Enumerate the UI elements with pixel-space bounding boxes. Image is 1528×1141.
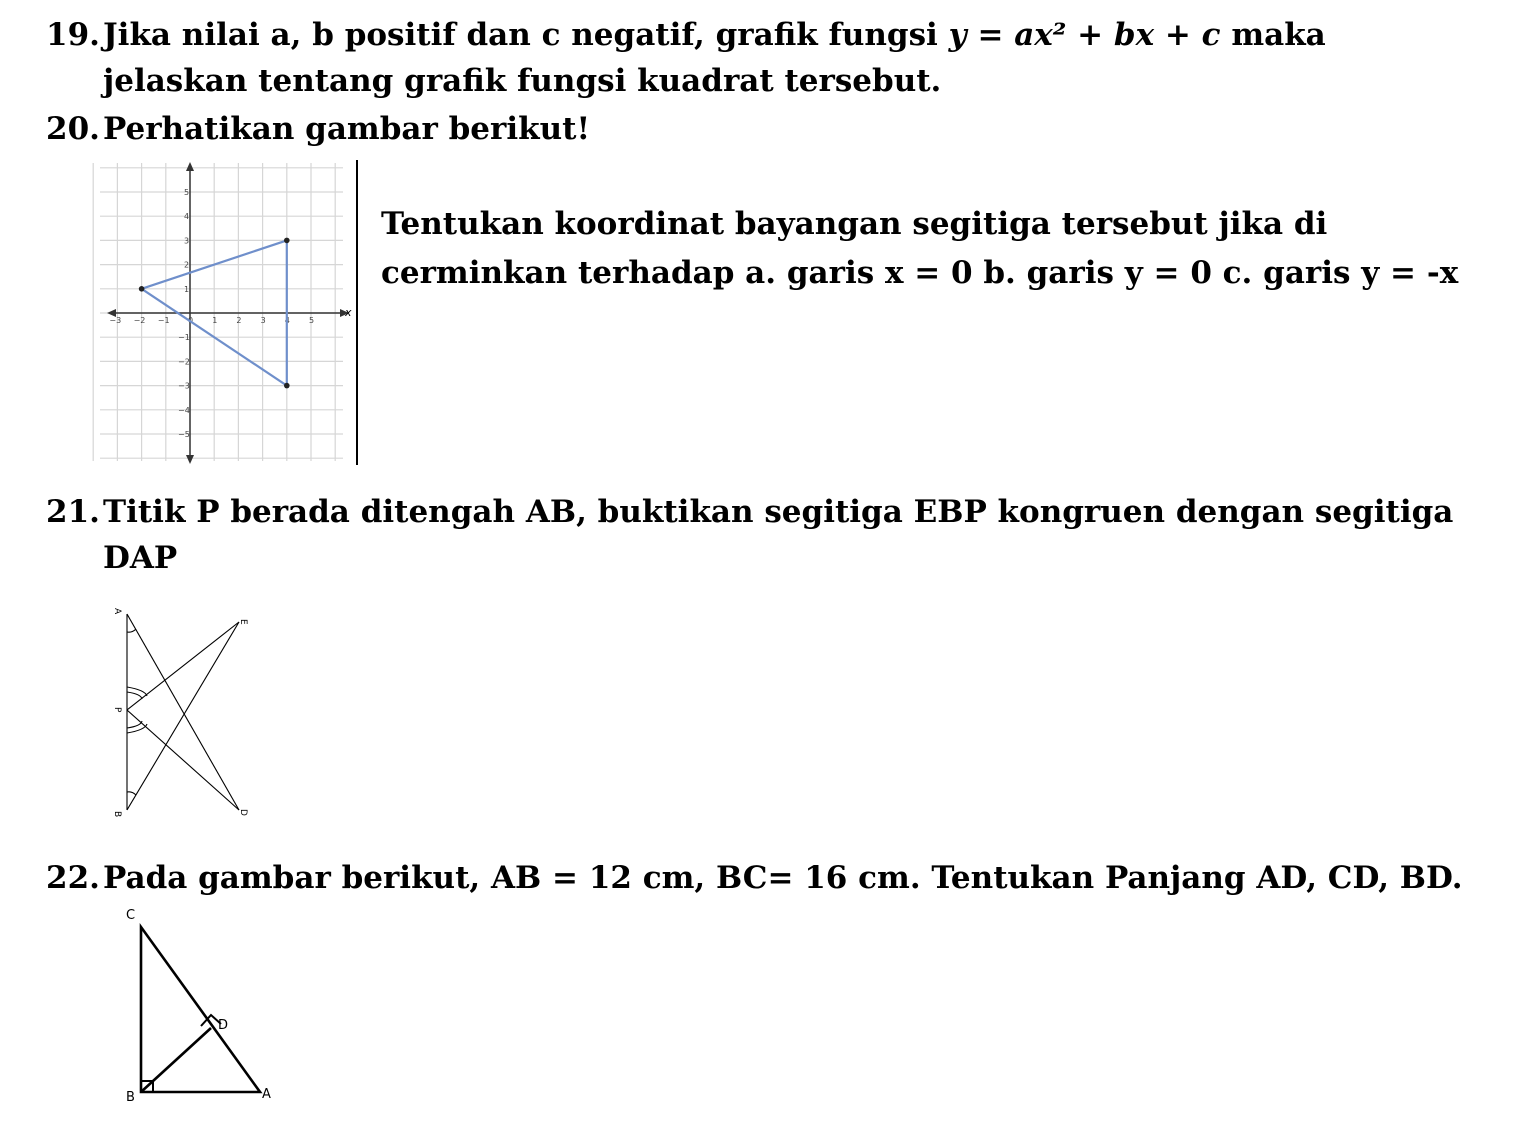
- question-21: [46, 489, 1453, 535]
- x-tick-label: −1: [157, 316, 170, 325]
- x-tick-label: −3: [109, 316, 122, 325]
- right-triangle-diagram: [110, 903, 310, 1103]
- question-20: [46, 106, 590, 152]
- y-axis-arrow-up: [186, 162, 194, 171]
- x-axis-label: x: [345, 306, 352, 319]
- triangle-vertex: [284, 383, 290, 389]
- question-22: [46, 855, 1463, 901]
- grid: [93, 163, 343, 461]
- y-tick-label: −3: [178, 381, 190, 391]
- label-e: E: [238, 619, 248, 625]
- altitude-bd: [141, 1028, 211, 1092]
- coordinate-graph: [95, 158, 365, 468]
- divider-line: [356, 160, 358, 465]
- label-d: D: [238, 809, 248, 816]
- angle-mark-p-upper-1: [127, 692, 142, 699]
- y-tick-label: 5: [184, 188, 190, 197]
- segment-pe: [127, 622, 239, 710]
- x-tick-label: 1: [212, 316, 218, 325]
- segment-be: [127, 622, 239, 810]
- y-tick-label: 4: [184, 212, 190, 222]
- label-p: P: [112, 707, 122, 713]
- axes: [107, 162, 349, 464]
- y-tick-label: −4: [178, 405, 190, 415]
- formula: y = ax² + bx + c: [948, 17, 1221, 53]
- question-number: 19.: [46, 17, 100, 53]
- question-19: [46, 12, 1326, 58]
- label-b: B: [112, 811, 122, 818]
- question-text: Jika nilai a, b positif dan c negatif, grafik fungsi: [103, 17, 938, 53]
- label-a: A: [262, 1087, 271, 1102]
- question-21-line2: DAP: [103, 540, 178, 576]
- triangle-abc: [141, 927, 260, 1092]
- congruence-diagram: [105, 602, 265, 822]
- y-tick-label: 1: [184, 284, 190, 294]
- y-tick-label: −1: [178, 333, 190, 343]
- question-text-end: maka: [1231, 17, 1326, 53]
- question-text: Pada gambar berikut, AB = 12 cm, BC= 16 cm. Tentukan Panjang AD, CD, BD.: [103, 860, 1463, 896]
- x-tick-label: 3: [260, 316, 266, 325]
- segment-pd: [127, 710, 239, 810]
- question-20-instruction-1: Tentukan koordinat bayangan segitiga tersebut jika di: [381, 206, 1328, 242]
- x-tick-label: 5: [309, 316, 315, 325]
- question-number: 22.: [46, 860, 100, 896]
- y-tick-label: 3: [184, 236, 190, 246]
- triangle-vertex: [139, 286, 145, 292]
- question-text: Titik P berada ditengah AB, buktikan segitiga EBP kongruen dengan segitiga: [103, 494, 1454, 530]
- y-tick-label: 2: [184, 260, 190, 270]
- x-tick-label: 2: [236, 316, 242, 325]
- question-19-line2: jelaskan tentang grafik fungsi kuadrat tersebut.: [103, 63, 942, 99]
- y-tick-label: −2: [178, 357, 190, 367]
- question-number: 20.: [46, 111, 100, 147]
- y-tick-label: −5: [178, 430, 190, 439]
- y-axis-arrow-down: [186, 455, 194, 464]
- question-number: 21.: [46, 494, 100, 530]
- x-tick-label: 0: [188, 316, 194, 325]
- question-text: Perhatikan gambar berikut!: [103, 111, 591, 147]
- question-20-instruction-2: cerminkan terhadap a. garis x = 0 b. garis y = 0 c. garis y = -x: [381, 255, 1459, 291]
- x-tick-label: 4: [284, 316, 290, 325]
- segment-ad: [127, 614, 239, 810]
- label-c: C: [126, 908, 136, 923]
- label-a: A: [112, 608, 122, 615]
- x-tick-label: −2: [133, 316, 146, 325]
- label-b: B: [126, 1090, 135, 1105]
- angle-mark-b: [127, 792, 136, 795]
- label-d: D: [218, 1018, 229, 1033]
- triangle-vertex: [284, 238, 290, 244]
- angle-mark-a: [127, 629, 136, 632]
